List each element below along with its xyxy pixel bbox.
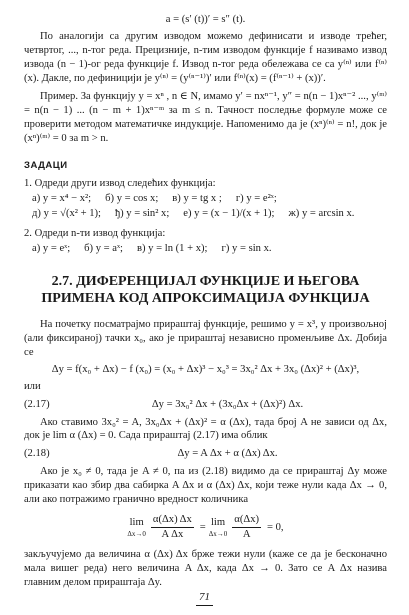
task-item: в) y = tg x ; (172, 193, 222, 205)
fraction (151, 513, 194, 542)
task-1-row-2 (32, 207, 387, 221)
paragraph-example: Пример. За функцију y = xⁿ , n ∈ N, имамо y′ = nxⁿ⁻¹, y″ = n(n − 1)xⁿ⁻² ..., y⁽ᵐ⁾ = n(n − 1) ... (n − m + 1)xⁿ⁻ᵐ за m ≤ n. Тачност последње формуле може се проверити методом математичке индукције. Напоменимо да је (xⁿ)⁽ⁿ⁾ = n!, док је (xⁿ)⁽ᵐ⁾ = 0 за m > n. (24, 90, 387, 144)
task-item: ж) y = arcsin x. (288, 208, 355, 220)
limit-operator (209, 516, 228, 539)
limit-formula (24, 513, 387, 542)
task-item: ђ) y = sin² x; (115, 208, 170, 220)
equation-tag: (2.17) (24, 398, 50, 410)
task-1-title: 1. Одреди други извод следећих функција: (24, 178, 216, 190)
page-number: 71 (196, 590, 213, 606)
fraction-numerator: α(Δx) (232, 513, 261, 528)
limit-tail: = 0, (267, 521, 284, 533)
fraction-denominator: A Δx (161, 529, 184, 541)
task-item: а) y = eˣ; (32, 243, 71, 255)
formula-delta-y: Δy = f(x₀ + Δx) − f (x₀) = (x₀ + Δx)³ − x₀³ = 3x₀² Δx + 3x₀ (Δx)² + (Δx)³, (51, 363, 360, 375)
task-item: д) y = √(x² + 1); (32, 208, 101, 220)
task-item: в) y = ln (1 + x); (137, 243, 208, 255)
task-item: б) y = cos x; (105, 193, 159, 205)
task-2 (24, 227, 387, 256)
limit-word: lim (129, 517, 144, 529)
acceleration-formula: a = (s′ (t))′ = s″ (t). (165, 14, 246, 25)
task-2-title: 2. Одреди n-ти извод функција: (24, 228, 166, 240)
fraction (232, 513, 261, 542)
paragraph-substitution: Ако ставимо 3x₀² = A, 3x₀Δx + (Δx)² = α (Δx), тада број A не зависи од Δx, док је lim α (Δx) = 0. Сада прираштај (2.17) има облик (24, 416, 387, 442)
task-item: г) y = e²ˣ; (235, 193, 277, 205)
paragraph-sum: Ако је x₀ ≠ 0, тада је A ≠ 0, па из (2.18) видимо да се прираштај Δy може приказати као збир два сабирка A Δx и α (Δx) Δx, који теже нули када Δx → 0, али ако потражимо гранично вредност количника (24, 466, 387, 506)
task-item: г) y = sin x. (221, 243, 272, 255)
equals-sign: = (199, 521, 206, 533)
fraction-denominator: A (242, 529, 251, 541)
paragraph-conclusion: закључујемо да величина α (Δx) Δx брже тежи нули (каже се да је бесконачно мала вишег реда) него величина A Δx, када Δx → 0. Зато се A Δx назива главним делом прираштаја Δy. (24, 549, 387, 589)
limit-operator (127, 516, 146, 539)
paragraph-increment: На почетку посматрајмо прираштај функције, решимо y = x³, у произвољној (али фиксираној) тачки x₀, ако је прираштај независно променљиве Δx. Добија се (24, 318, 387, 358)
limit-word: lim (210, 517, 226, 529)
task-1 (24, 177, 387, 221)
paragraph-higher-derivatives: По аналогији са другим изводом можемо дефинисати и изводе трећег, четвртог, ..., n-тог реда. Прецизније, n-тим изводом функције f називамо извод извода (n − 1)-ог реда функције f. Извод n-тог реда обележава се са y⁽ⁿ⁾ или f⁽ⁿ⁾ (x). Дакле, по дефиницији је y⁽ⁿ⁾ = (y⁽ⁿ⁻¹⁾)′ или f⁽ⁿ⁾(x) = (f⁽ⁿ⁻¹⁾ + (x))′. (24, 30, 387, 84)
tasks-heading: ЗАДАЦИ (24, 159, 68, 171)
equation-body: Δy = A Δx + α (Δx) Δx. (177, 448, 278, 460)
task-2-row-1 (32, 242, 387, 256)
equation-tag: (2.18) (24, 448, 50, 460)
limit-subscript: Δx→0 (127, 530, 146, 539)
equation-body: Δy = 3x₀² Δx + (3x₀Δx + (Δx)²) Δx. (151, 398, 304, 410)
task-item: е) y = (x − 1)/(x + 1); (183, 208, 275, 220)
task-item: б) y = aˣ; (84, 243, 123, 255)
fraction-numerator: α(Δx) Δx (151, 513, 194, 528)
equation-2-18 (24, 447, 387, 461)
word-or: или (24, 380, 41, 392)
chapter-title: 2.7. ДИФЕРЕНЦИЈАЛ ФУНКЦИЈЕ И ЊЕГОВА ПРИМЕНА КОД АПРОКСИМАЦИЈА ФУНКЦИЈА (41, 274, 370, 306)
task-item: а) y = x⁴ − x²; (32, 193, 92, 205)
equation-2-17 (24, 398, 387, 412)
limit-subscript: Δx→0 (208, 530, 228, 539)
task-1-row-1 (32, 192, 387, 206)
